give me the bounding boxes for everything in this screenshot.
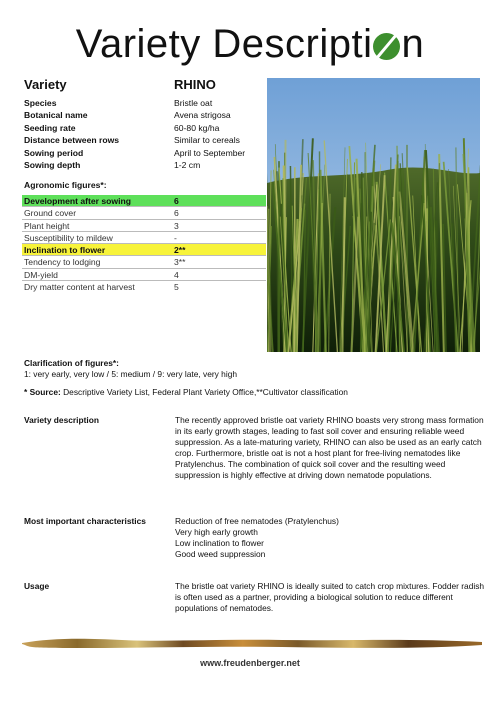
variety-value: RHINO — [174, 77, 216, 92]
list-item: Low inclination to flower — [175, 538, 264, 548]
agronomic-row: Susceptibility to mildew - — [22, 232, 266, 244]
oat-field-photo — [267, 78, 480, 352]
agronomic-row: Dry matter content at harvest 5 — [24, 282, 179, 293]
agronomic-row: Inclination to flower 2** — [22, 244, 266, 256]
variety-description-label: Variety description — [24, 415, 99, 425]
leaf-logo-icon — [373, 33, 400, 60]
variety-header — [24, 77, 264, 92]
spec-row-botanical-name: Botanical name Avena strigosa — [24, 110, 231, 121]
list-item: Reduction of free nematodes (Pratylenchus) — [175, 516, 339, 526]
source-label: * Source: — [24, 387, 61, 397]
spec-row-seeding-rate: Seeding rate 60-80 kg/ha — [24, 122, 220, 133]
usage-label: Usage — [24, 581, 50, 591]
usage-text: The bristle oat variety RHINO is ideally suited to catch crop mixtures. Fodder radish is often used as a partner, providing a biological solution to reduce different populations of nematodes. — [175, 581, 485, 613]
agronomic-row: Ground cover 6 — [22, 207, 266, 219]
agronomic-row: Plant height 3 — [22, 220, 266, 232]
agronomic-table — [22, 195, 266, 293]
agronomic-title: Agronomic figures*: — [24, 180, 107, 190]
oat-field-image — [267, 78, 480, 352]
page-title: Variety Descripti n — [75, 22, 425, 66]
source-text: Descriptive Variety List, Federal Plant Variety Office,**Cultivator classification — [60, 387, 348, 397]
source-note — [24, 387, 348, 397]
spec-list — [24, 98, 264, 172]
spec-row-row-distance: Distance between rows Similar to cereals — [24, 135, 240, 146]
spec-row-species: Species Bristle oat — [24, 98, 213, 108]
list-item: Good weed suppression — [175, 549, 266, 559]
list-item: Very high early growth — [175, 527, 258, 537]
website-link[interactable]: www.freudenberger.net — [200, 658, 300, 668]
characteristics-label: Most important characteristics — [24, 516, 146, 526]
clarification — [24, 358, 237, 380]
spec-row-sowing-depth: Sowing depth 1-2 cm — [24, 159, 201, 170]
clarification-text: 1: very early, very low / 5: medium / 9: very late, very high — [24, 369, 238, 379]
seed-strip-image — [22, 635, 482, 651]
clarification-title: Clarification of figures*: — [24, 358, 119, 368]
agronomic-row: Tendency to lodging 3** — [22, 256, 266, 268]
agronomic-row: DM-yield 4 — [22, 269, 266, 281]
characteristics-list — [175, 516, 485, 560]
agronomic-row: Development after sowing 6 — [22, 195, 266, 207]
variety-description-text: The recently approved bristle oat variety RHINO boasts very strong mass formation in its early growth stages, leading to fast soil cover and ensuring reliable weed suppression. As a late-maturing variety, RHINO can also be used as an early catch crop. Furthermore, bristle oat is not a host plant for free-living nematodes like Pratylenchus. The combination of quick soil cover and the resulting weed suppression is highly effective at driving down nematode populations. — [175, 415, 484, 480]
variety-label: Variety — [24, 77, 67, 92]
spec-row-sowing-period: Sowing period April to September — [24, 147, 246, 158]
